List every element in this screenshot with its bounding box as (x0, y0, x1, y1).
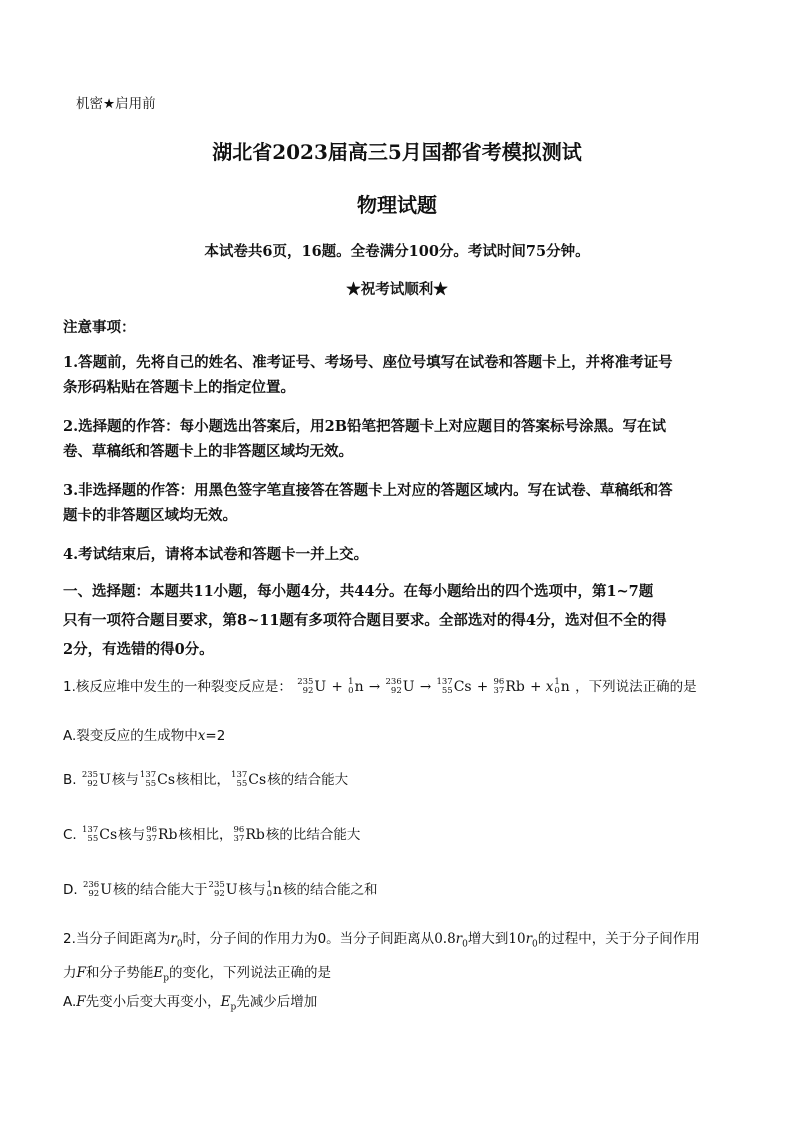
nuclide-cs137: 137 55 Cs (436, 677, 472, 696)
question-2-stem: 2.当分子间距离为$r_0$时，分子间的作用力为0。当分子间距离从$0.8r_0$增大到$10r_0$的过程中，关于分子间作用 力F和分子势能$E_p$的变化，下列说法正确的是 (63, 931, 700, 984)
notice-heading: 注意事项： (63, 319, 136, 336)
nuclide-neutron-product: 1 0 n (554, 677, 570, 696)
confidential-label: 机密★启用前 (76, 96, 156, 112)
question-1-option-b: B. 235 92 U 核与 137 55 Cs 核相比， 137 55 Cs 核的结合能大 (63, 770, 349, 789)
subject-title: 物理试题 (357, 193, 437, 217)
notice-item-1: 1.答题前，先将自己的姓名、准考证号、考场号、座位号填写在试卷和答题卡上，并将准考证号 条形码粘贴在答题卡上的指定位置。 (63, 354, 673, 396)
question-1-option-a: A.裂变反应的生成物中x=2 (63, 728, 226, 744)
notice-item-2: 2.选择题的作答：每小题选出答案后，用2B铅笔把答题卡上对应题目的答案标号涂黑。写在试 卷、草稿纸和答题卡上的非答题区域均无效。 (63, 418, 666, 460)
exam-info: 本试卷共6页，16题。全卷满分100分。考试时间75分钟。 (204, 243, 590, 260)
question-1-option-c: C. 137 55 Cs 核与 96 37 Rb 核相比， 96 37 Rb 核的比结合能大 (63, 825, 361, 844)
nuclide-u236: 236 92 U (385, 677, 415, 696)
good-luck-line: ★祝考试顺利★ (346, 281, 448, 298)
question-2-option-a: A.F先变小后变大再变小，$E_p$先减少后增加 (63, 994, 318, 1013)
nuclide-rb96: 96 37 Rb (493, 677, 525, 696)
question-1-stem: 1.核反应堆中发生的一种裂变反应是： 235 92 U + 1 0 n → 236 92 U → 137 55 Cs + 96 37 Rb + x 1 0 n ，下列说法正确的是 (63, 673, 743, 701)
notice-item-4: 4.考试结束后，请将本试卷和答题卡一并上交。 (63, 546, 369, 563)
exam-title: 湖北省2023届高三5月国都省考模拟测试 (212, 140, 582, 164)
nuclide-u235: 235 92 U (297, 677, 327, 696)
nuclide-neutron: 1 0 n (348, 677, 364, 696)
notice-item-3: 3.非选择题的作答：用黑色签字笔直接答在答题卡上对应的答题区域内。写在试卷、草稿纸和答 题卡的非答题区域均无效。 (63, 482, 673, 524)
question-1-option-d: D. 236 92 U 核的结合能大于 235 92 U 核与 1 0 n 核的结合能之和 (63, 880, 378, 899)
section-1-instructions: 一、选择题：本题共11小题，每小题4分，共44分。在每小题给出的四个选项中，第1~7题 只有一项符合题目要求，第8~11题有多项符合题目要求。全部选对的得4分，选对但不全的得 2分，有选错的得0分。 (63, 583, 667, 658)
